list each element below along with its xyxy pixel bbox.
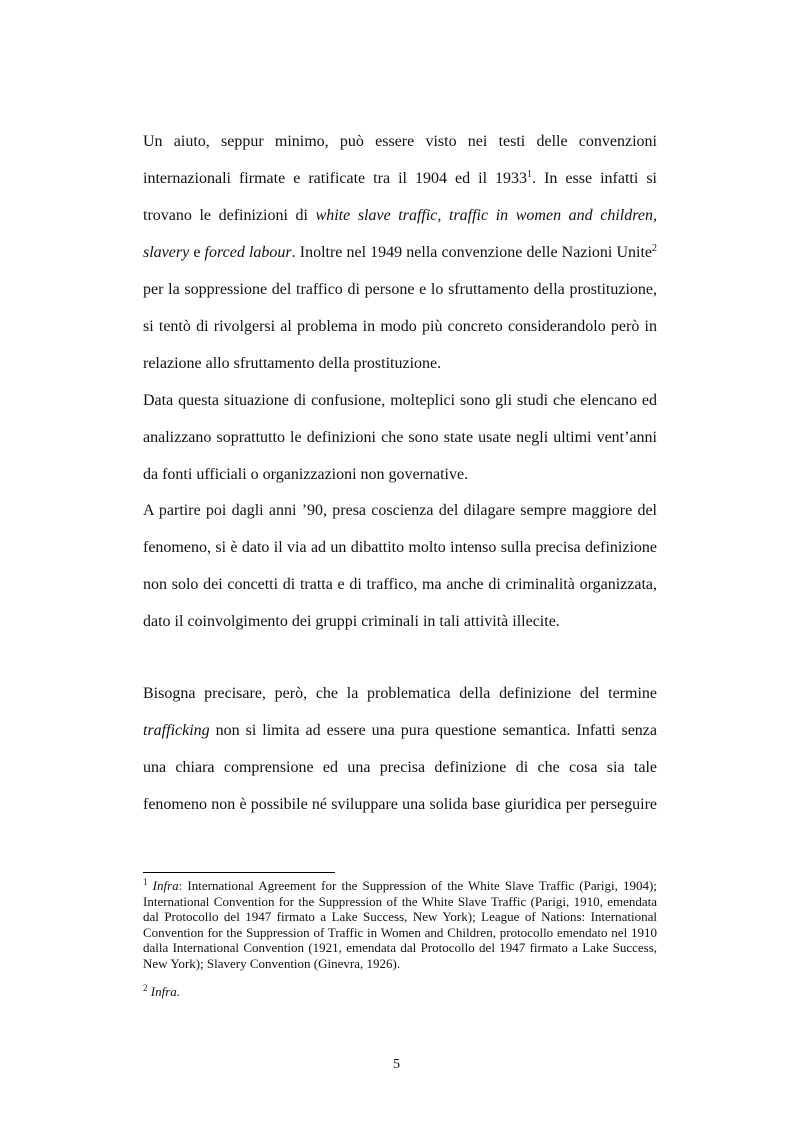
body-line: A partire poi dagli anni ’90, presa coscienza del dilagare sempre maggiore del: [143, 502, 657, 519]
footnote-2: [143, 984, 657, 1000]
footnote-number: 1: [143, 877, 148, 887]
footnote-text: : International Agreement for the Suppression of the White Slave Traffic (Parigi, 1904); International Convention for the Suppression of the White Slave Traffic (Parigi, 1910, emendata dal Protocollo del 1947 firmato a Lake Success, New York); League of Nations: International Convention for the Suppression of Traffic in Women and Children, protocollo emendato nel 1910 dalla International Convention (1921, emendata dal Protocollo del 1947 firmato a Lake Success, New York); Slavery Convention (Ginevra, 1926).: [143, 878, 657, 971]
body-line: relazione allo sfruttamento della prostituzione.: [143, 355, 442, 372]
page-number: 5: [393, 1057, 400, 1072]
body-line: slavery e forced labour. Inoltre nel 1949 nella convenzione delle Nazioni Unite$^2$: [143, 243, 657, 261]
body-line: per la soppressione del traffico di persone e lo sfruttamento della prostituzione,: [143, 281, 657, 298]
body-line: internazionali firmate e ratificate tra il 1904 ed il 1933$^1$. In esse infatti si: [143, 169, 657, 187]
body-line: trafficking non si limita ad essere una pura questione semantica. Infatti senza: [143, 722, 657, 739]
body-line: si tentò di rivolgersi al problema in modo più concreto considerandolo però in: [143, 318, 657, 335]
body-line: analizzano soprattutto le definizioni che sono state usate negli ultimi vent’anni: [143, 429, 657, 446]
body-line: non solo dei concetti di tratta e di traffico, ma anche di criminalità organizzata,: [143, 576, 657, 593]
footnote-separator: [143, 872, 335, 873]
body-line: trovano le definizioni di white slave traffic, traffic in women and children,: [143, 207, 657, 224]
footnote-number: 2: [143, 983, 148, 993]
body-line: fenomeno, si è dato il via ad un dibattito molto intenso sulla precisa definizione: [143, 539, 657, 556]
body-line: Bisogna precisare, però, che la problematica della definizione del termine: [143, 685, 657, 702]
body-line: Un aiuto, seppur minimo, può essere visto nei testi delle convenzioni: [143, 133, 657, 150]
body-line: da fonti ufficiali o organizzazioni non governative.: [143, 466, 469, 483]
body-line: dato il coinvolgimento dei gruppi criminali in tali attività illecite.: [143, 613, 560, 630]
footnote-1: [143, 878, 657, 972]
footnote-label: Infra: [152, 878, 179, 893]
body-line: fenomeno non è possibile né sviluppare una solida base giuridica per perseguire: [143, 796, 657, 813]
footnote-label: Infra.: [150, 984, 180, 999]
body-line: una chiara comprensione ed una precisa definizione di che cosa sia tale: [143, 759, 657, 776]
body-line: Data questa situazione di confusione, molteplici sono gli studi che elencano ed: [143, 392, 657, 409]
footnote-ref-2[interactable]: 2: [652, 243, 657, 254]
footnote-ref-1[interactable]: 1: [527, 169, 533, 180]
